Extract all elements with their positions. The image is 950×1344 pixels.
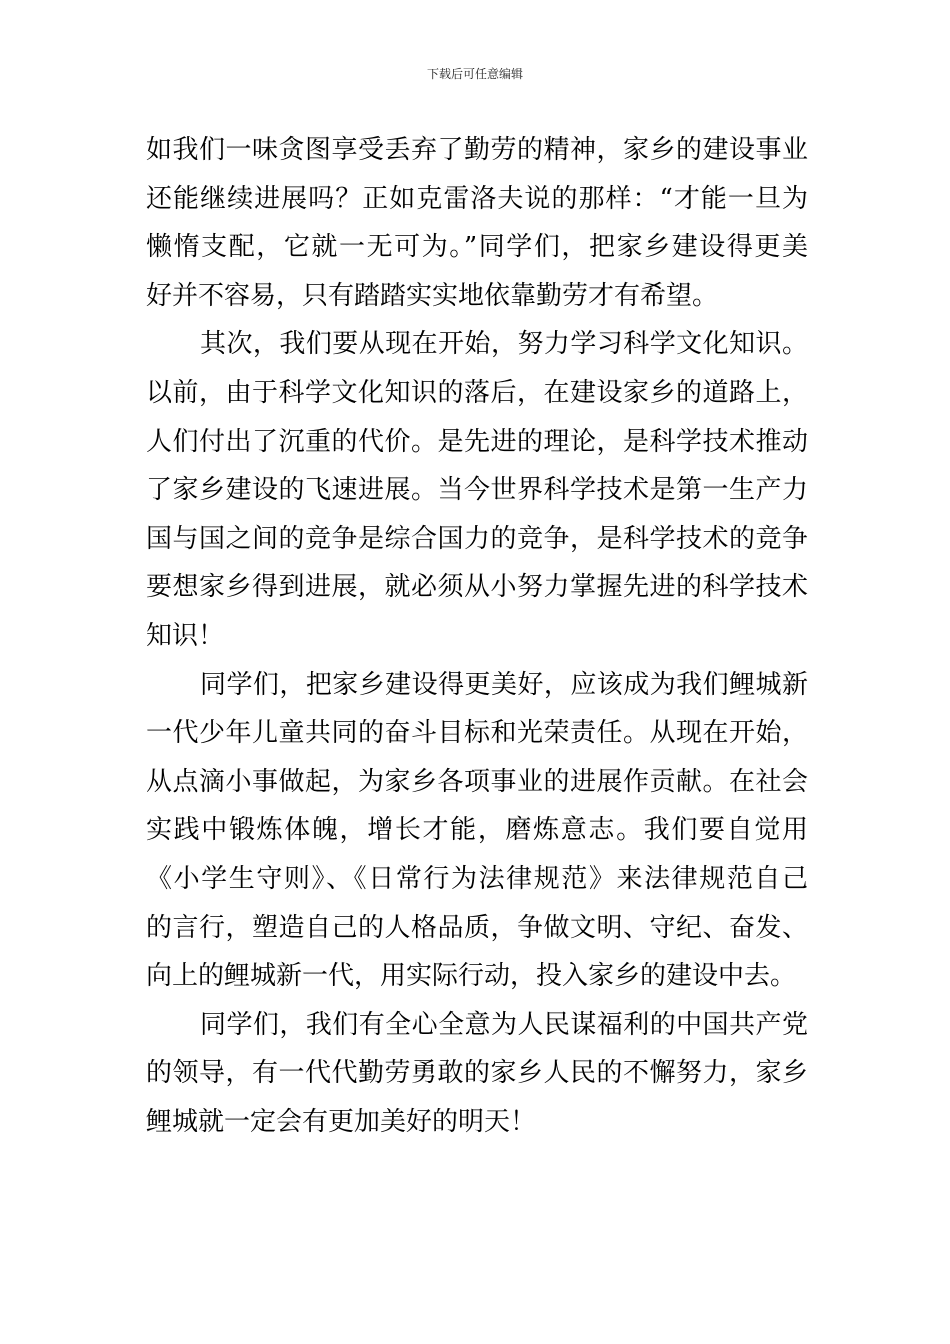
text-line: 鲤城就一定会有更加美好的明天！ — [146, 1106, 537, 1137]
text-line: 实践中锻炼体魄，增长才能，磨炼意志。我们要自觉用 — [146, 815, 808, 846]
text-line: 人们付出了沉重的代价。是先进的理论，是科学技术推动 — [146, 426, 808, 457]
document-body — [146, 126, 808, 1146]
page-header: 下载后可任意编辑 — [426, 67, 523, 81]
text-line: 同学们，我们有全心全意为人民谋福利的中国共产党 — [200, 1009, 808, 1040]
text-line: 好并不容易，只有踏踏实实地依靠勤劳才有希望。 — [146, 280, 719, 311]
text-line: 一代少年儿童共同的奋斗目标和光荣责任。从现在开始， — [146, 718, 808, 749]
text-line: 知识！ — [146, 620, 225, 651]
text-line: 《小学生守则》、《日常行为法律规范》来法律规范自己 — [146, 863, 808, 894]
text-line: 同学们，把家乡建设得更美好，应该成为我们鲤城新 — [200, 669, 808, 700]
text-line: 了家乡建设的飞速进展。当今世界科学技术是第一生产力 — [146, 475, 808, 506]
text-line: 的领导，有一代代勤劳勇敢的家乡人民的不懈努力，家乡 — [146, 1058, 808, 1089]
text-line: 国与国之间的竞争是综合国力的竞争，是科学技术的竞争 — [146, 523, 808, 554]
text-line: 向上的鲤城新一代，用实际行动，投入家乡的建设中去。 — [146, 961, 797, 992]
text-line: 从点滴小事做起，为家乡各项事业的进展作贡献。在社会 — [146, 766, 808, 797]
text-line: 以前，由于科学文化知识的落后，在建设家乡的道路上， — [146, 377, 808, 408]
text-line: 其次，我们要从现在开始，努力学习科学文化知识。 — [200, 329, 808, 360]
text-line: 的言行，塑造自己的人格品质，争做文明、守纪、奋发、 — [146, 912, 808, 943]
text-line: 懒惰支配，它就一无可为。”同学们，把家乡建设得更美 — [146, 232, 808, 263]
text-line: 还能继续进展吗？正如克雷洛夫说的那样：“才能一旦为 — [146, 183, 808, 214]
text-line: 如我们一味贪图享受丢弃了勤劳的精神，家乡的建设事业 — [146, 135, 808, 165]
text-line: 要想家乡得到进展，就必须从小努力掌握先进的科学技术 — [146, 572, 808, 603]
